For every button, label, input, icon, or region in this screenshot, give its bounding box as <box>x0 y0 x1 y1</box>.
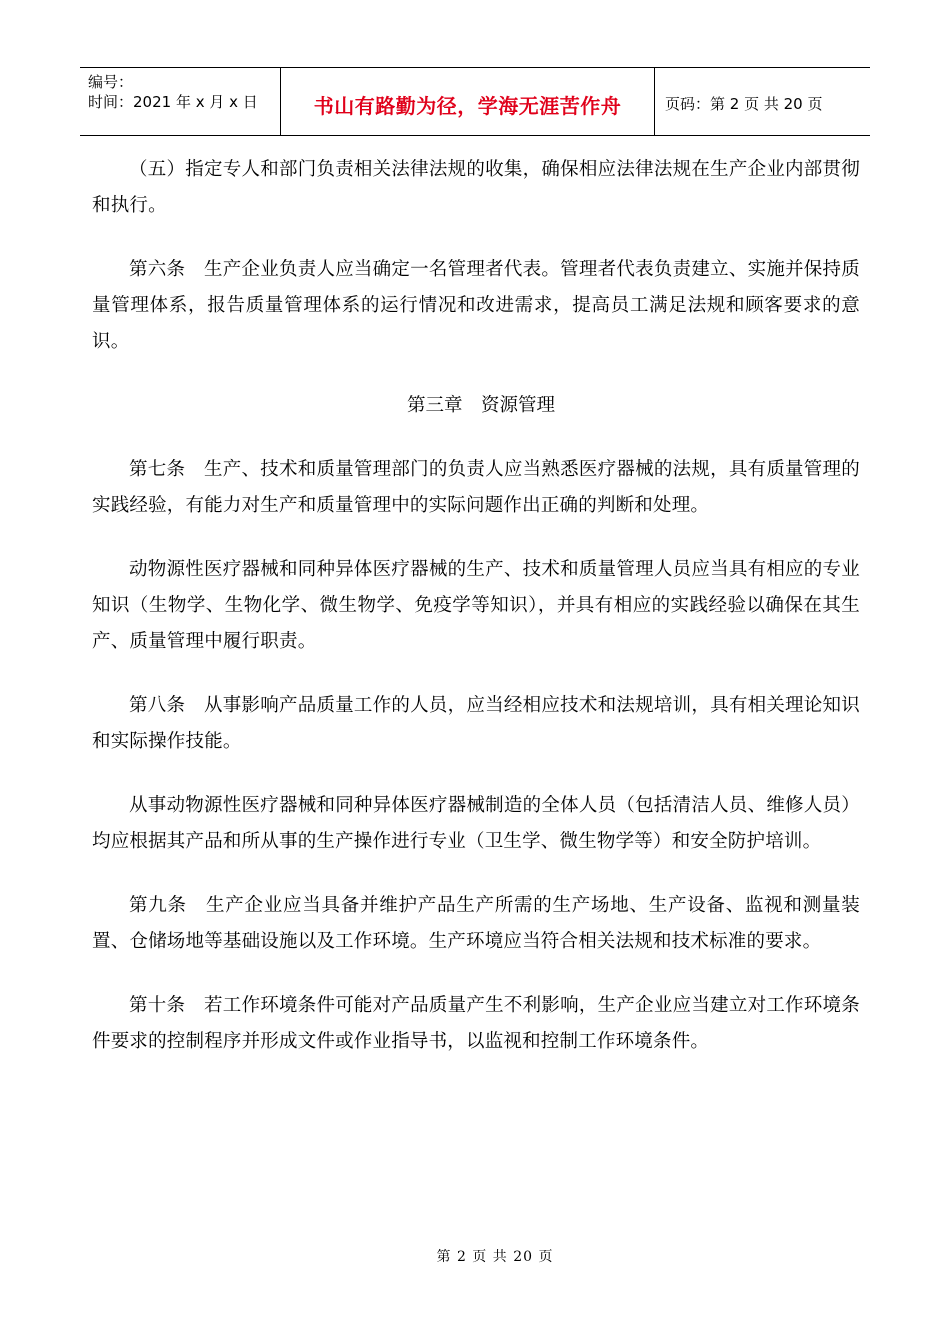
document-number-label: 编号： <box>88 73 134 91</box>
paragraph-article-6: 第六条 生产企业负责人应当确定一名管理者代表。管理者代表负责建立、实施并保持质量管理体系，报告质量管理体系的运行情况和改进需求，提高员工满足法规和顾客要求的意识。 <box>92 259 860 352</box>
header-motto: 书山有路勤为径，学海无涯苦作舟 <box>281 68 655 135</box>
paragraph-article-9: 第九条 生产企业应当具备并维护产品生产所需的生产场地、生产设备、监视和测量装置、仓储场地等基础设施以及工作环境。生产环境应当符合相关法规和技术标准的要求。 <box>92 895 860 952</box>
paragraph-article-10: 第十条 若工作环境条件可能对产品质量产生不利影响，生产企业应当建立对工作环境条件要求的控制程序并形成文件或作业指导书，以监视和控制工作环境条件。 <box>92 995 860 1052</box>
paragraph-article-8-supplement: 从事动物源性医疗器械和同种异体医疗器械制造的全体人员（包括清洁人员、维修人员）均应根据其产品和所从事的生产操作进行专业（卫生学、微生物学等）和安全防护培训。 <box>92 795 860 852</box>
document-date: 时间：2021 年 x 月 x 日 <box>88 93 258 111</box>
paragraph-article-7: 第七条 生产、技术和质量管理部门的负责人应当熟悉医疗器械的法规，具有质量管理的实践经验，有能力对生产和质量管理中的实际问题作出正确的判断和处理。 <box>92 459 860 516</box>
paragraph-article-8: 第八条 从事影响产品质量工作的人员，应当经相应技术和法规培训，具有相关理论知识和实际操作技能。 <box>92 695 860 752</box>
paragraph-article-7-supplement: 动物源性医疗器械和同种异体医疗器械的生产、技术和质量管理人员应当具有相应的专业知识（生物学、生物化学、微生物学、免疫学等知识），并具有相应的实践经验以确保在其生产、质量管理中履行职责。 <box>92 559 860 652</box>
document-body <box>92 152 860 1088</box>
chapter-title: 第三章 资源管理 <box>406 395 555 416</box>
page-footer: 第 2 页 共 20 页 <box>436 1249 554 1265</box>
header-meta <box>80 68 281 135</box>
page-header <box>80 67 870 136</box>
header-page-info: 页码：第 2 页 共 20 页 <box>665 95 823 113</box>
paragraph-item-5: （五）指定专人和部门负责相关法律法规的收集，确保相应法律法规在生产企业内部贯彻和执行。 <box>92 159 860 216</box>
